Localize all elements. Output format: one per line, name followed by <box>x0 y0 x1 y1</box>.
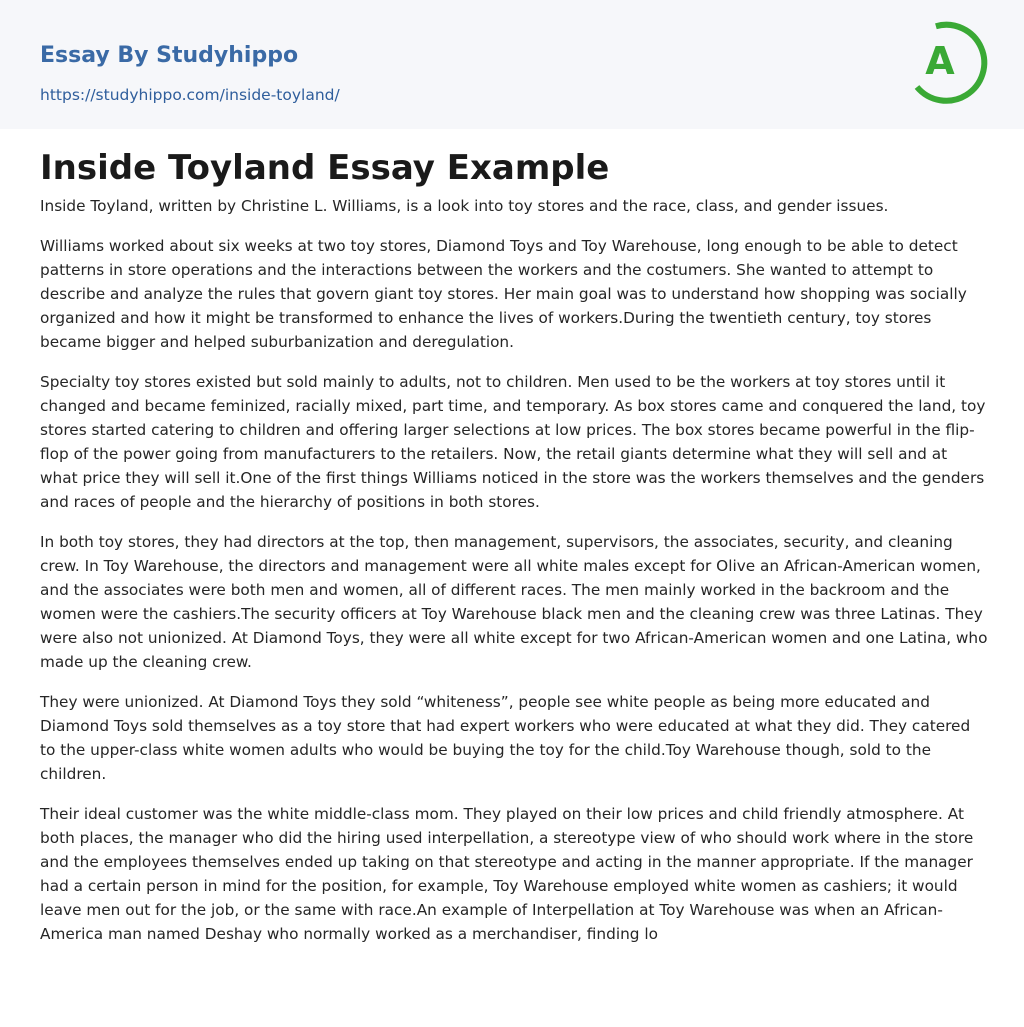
studyhippo-logo-icon[interactable] <box>907 18 991 106</box>
essay-title: Inside Toyland Essay Example <box>40 148 610 188</box>
essay-paragraph: In both toy stores, they had directors at the top, then management, supervisors, the associates, security, and cleaning crew. In Toy Warehouse, the directors and management were all white males except for Olive an African-American women, and the associates were both men and women, all of different races. The men mainly worked in the backroom and the women were the cashiers.The security officers at Toy Warehouse black men and the cleaning crew was three Latinas. They were also not unionized. At Diamond Toys, they were all white except for two African-American women and one Latina, who made up the cleaning crew. <box>40 533 988 671</box>
essay-paragraph: Williams worked about six weeks at two toy stores, Diamond Toys and Toy Warehouse, long enough to be able to detect patterns in store operations and the interactions between the workers and the costumers. She wanted to attempt to describe and analyze the rules that govern giant toy stores. Her main goal was to understand how shopping was socially organized and how it might be transformed to enhance the lives of workers.During the twentieth century, toy stores became bigger and helped suburbanization and deregulation. <box>40 237 967 351</box>
essay-paragraph: Specialty toy stores existed but sold mainly to adults, not to children. Men used to be the workers at toy stores until it changed and became feminized, racially mixed, part time, and temporary. As box stores came and conquered the land, toy stores started catering to children and offering larger selections at low prices. The box stores became powerful in the flip-flop of the power going from manufacturers to the retailers. Now, the retail giants determine what they will sell and at what price they will sell it.One of the first things Williams noticed in the store was the workers themselves and the genders and races of people and the hierarchy of positions in both stores. <box>40 373 986 511</box>
essay-paragraph: Their ideal customer was the white middle-class mom. They played on their low prices and child friendly atmosphere. At both places, the manager who did the hiring used interpellation, a stereotype view of who should work where in the store and the employees themselves ended up taking on that stereotype and acting in the manner appropriate. If the manager had a certain person in mind for the position, for example, Toy Warehouse employed white women as cashiers; it would leave men out for the job, or the same with race.An example of Interpellation at Toy Warehouse was when an African-America man named Deshay who normally worked as a merchandiser, finding lo <box>40 805 974 943</box>
logo-letter: A <box>925 39 955 83</box>
brand-title[interactable]: Essay By Studyhippo <box>40 43 299 68</box>
essay-paragraph: They were unionized. At Diamond Toys they sold “whiteness”, people see white people as being more educated and Diamond Toys sold themselves as a toy store that had expert workers who were educated at what they did. They catered to the upper-class white women adults who would be buying the toy for the child.Toy Warehouse though, sold to the children. <box>40 693 971 783</box>
source-url-link[interactable]: https://studyhippo.com/inside-toyland/ <box>40 86 340 104</box>
site-header <box>0 0 1024 129</box>
essay-paragraph: Inside Toyland, written by Christine L. Williams, is a look into toy stores and the race, class, and gender issues. <box>40 197 889 215</box>
essay-content <box>40 146 988 962</box>
